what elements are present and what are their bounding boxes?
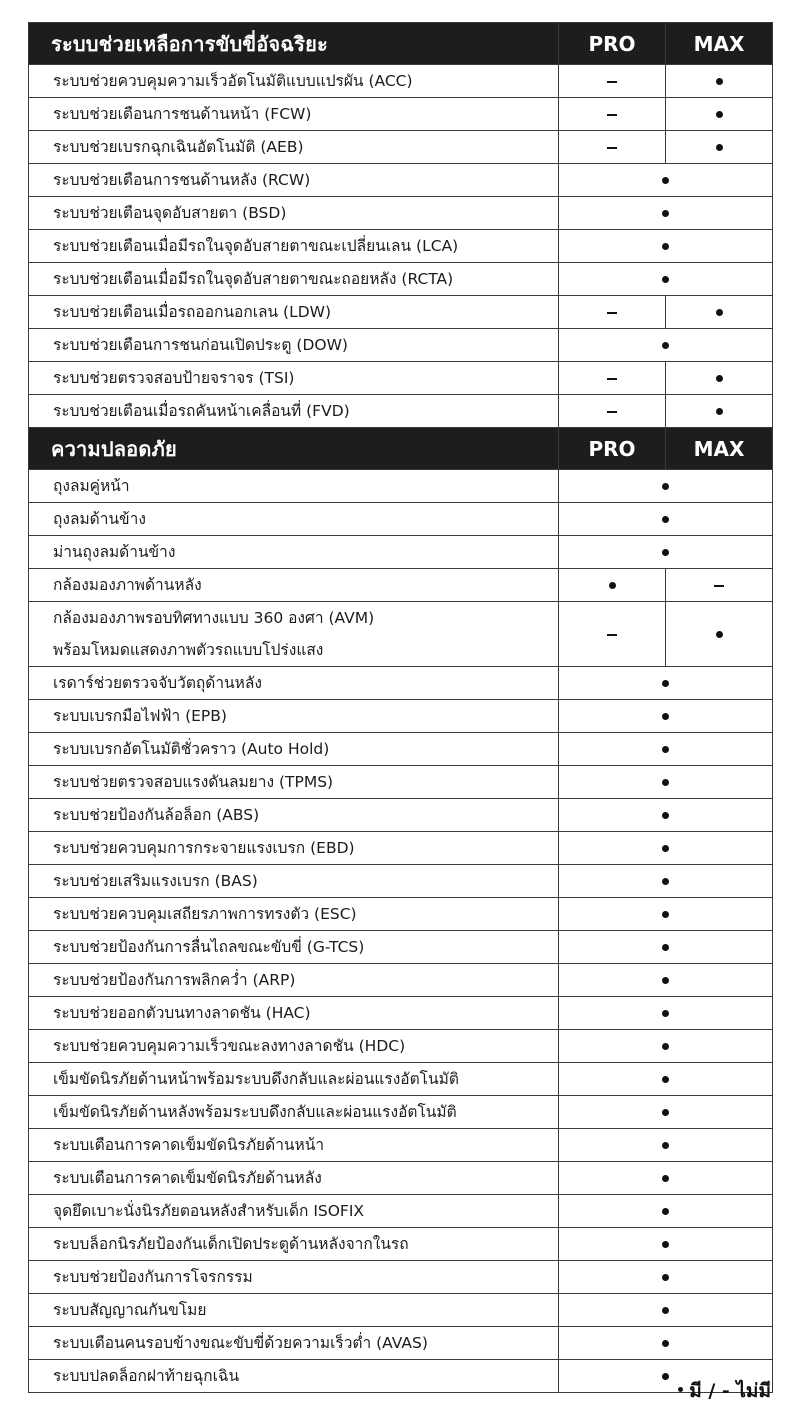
availability-max (666, 65, 773, 98)
availability-both (559, 1030, 773, 1063)
feature-label-line: ระบบช่วยเตือนเมื่อรถคันหน้าเคลื่อนที่ (FVD) (53, 402, 350, 420)
feature-label (29, 1195, 559, 1228)
availability-pro (559, 131, 666, 164)
availability-both (559, 997, 773, 1030)
table-row (29, 230, 773, 263)
dot-icon (662, 845, 669, 852)
section-header (29, 23, 773, 65)
feature-label (29, 667, 559, 700)
table-row (29, 395, 773, 428)
feature-label-line: ระบบช่วยเตือนการชนด้านหลัง (RCW) (53, 171, 311, 189)
feature-label-line: ระบบล็อกนิรภัยป้องกันเด็กเปิดประตูด้านหลังจากในรถ (53, 1235, 409, 1253)
availability-both (559, 667, 773, 700)
availability-max (666, 131, 773, 164)
feature-label (29, 1063, 559, 1096)
feature-label (29, 230, 559, 263)
dot-icon (662, 1142, 669, 1149)
dash-icon (607, 378, 617, 380)
table-row (29, 197, 773, 230)
feature-label (29, 131, 559, 164)
availability-both (559, 1228, 773, 1261)
section-header (29, 428, 773, 470)
table-row (29, 832, 773, 865)
feature-label-line: ระบบช่วยเตือนเมื่อรถออกนอกเลน (LDW) (53, 303, 332, 321)
dot-icon (662, 177, 669, 184)
section-title: ระบบช่วยเหลือการขับขี่อัจฉริยะ (29, 23, 559, 65)
table-row (29, 898, 773, 931)
feature-label-line: ระบบช่วยตรวจสอบแรงดันลมยาง (TPMS) (53, 773, 334, 791)
availability-max (666, 569, 773, 602)
dot-icon (716, 111, 723, 118)
availability-max (666, 98, 773, 131)
availability-both (559, 470, 773, 503)
dash-icon (607, 634, 617, 636)
availability-pro (559, 569, 666, 602)
feature-label-line: กล้องมองภาพรอบทิศทางแบบ 360 องศา (AVM) (53, 609, 375, 627)
dot-icon (716, 408, 723, 415)
column-header-pro: PRO (559, 23, 666, 65)
feature-label-line: ระบบปลดล็อกฝาท้ายฉุกเฉิน (53, 1367, 240, 1385)
feature-label (29, 1228, 559, 1261)
feature-label-line: ระบบเบรกมือไฟฟ้า (EPB) (53, 707, 227, 725)
availability-both (559, 230, 773, 263)
feature-label (29, 799, 559, 832)
feature-label (29, 1360, 559, 1393)
dot-icon (662, 713, 669, 720)
availability-both (559, 536, 773, 569)
availability-pro (559, 362, 666, 395)
table-row (29, 1096, 773, 1129)
table-row (29, 1327, 773, 1360)
availability-both (559, 799, 773, 832)
dot-icon (662, 944, 669, 951)
feature-label-line: ม่านถุงลมด้านข้าง (53, 543, 176, 561)
availability-both (559, 503, 773, 536)
feature-label-line: ระบบช่วยเสริมแรงเบรก (BAS) (53, 872, 258, 890)
availability-both (559, 1294, 773, 1327)
dot-icon (662, 680, 669, 687)
dot-icon (662, 1043, 669, 1050)
dot-icon (662, 516, 669, 523)
table-row (29, 1129, 773, 1162)
section-title: ความปลอดภัย (29, 428, 559, 470)
dot-icon (662, 549, 669, 556)
feature-label-line: ระบบช่วยตรวจสอบป้ายจราจร (TSI) (53, 369, 295, 387)
table-row (29, 164, 773, 197)
availability-pro (559, 98, 666, 131)
availability-pro (559, 65, 666, 98)
legend (678, 1376, 771, 1406)
dot-icon (662, 483, 669, 490)
table-row (29, 131, 773, 164)
feature-label (29, 296, 559, 329)
availability-both (559, 700, 773, 733)
dash-icon (714, 585, 724, 587)
availability-max (666, 296, 773, 329)
dash-icon (607, 312, 617, 314)
feature-label (29, 395, 559, 428)
feature-label-line: ระบบเตือนคนรอบข้างขณะขับขี่ด้วยความเร็วต่ำ (AVAS) (53, 1334, 428, 1352)
table-row (29, 470, 773, 503)
availability-both (559, 164, 773, 197)
feature-label-line: ระบบช่วยออกตัวบนทางลาดชัน (HAC) (53, 1004, 311, 1022)
feature-label (29, 1030, 559, 1063)
availability-both (559, 832, 773, 865)
dot-icon (662, 1076, 669, 1083)
feature-label (29, 1096, 559, 1129)
feature-label-line: กล้องมองภาพด้านหลัง (53, 576, 202, 594)
dot-icon (716, 631, 723, 638)
availability-both (559, 329, 773, 362)
feature-label (29, 503, 559, 536)
feature-label (29, 569, 559, 602)
table-row (29, 766, 773, 799)
table-row (29, 1030, 773, 1063)
table-row (29, 667, 773, 700)
feature-label (29, 832, 559, 865)
dot-icon (662, 1340, 669, 1347)
dot-icon (662, 878, 669, 885)
feature-label (29, 1327, 559, 1360)
table-row (29, 65, 773, 98)
feature-label-line: จุดยึดเบาะนั่งนิรภัยตอนหลังสำหรับเด็ก ISOFIX (53, 1202, 365, 1220)
availability-both (559, 1162, 773, 1195)
dot-icon (662, 210, 669, 217)
availability-both (559, 865, 773, 898)
table-row (29, 799, 773, 832)
feature-label-line: ระบบสัญญาณกันขโมย (53, 1301, 207, 1319)
feature-label (29, 98, 559, 131)
feature-label (29, 733, 559, 766)
availability-both (559, 263, 773, 296)
dot-icon (662, 1010, 669, 1017)
availability-both (559, 1129, 773, 1162)
availability-both (559, 1261, 773, 1294)
feature-label-line: ระบบช่วยป้องกันการพลิกคว่ำ (ARP) (53, 971, 296, 989)
availability-both (559, 964, 773, 997)
feature-label-line: ระบบช่วยเตือนเมื่อมีรถในจุดอับสายตาขณะถอยหลัง (RCTA) (53, 270, 454, 288)
legend-text: มี / - ไม่มี (689, 1380, 771, 1402)
feature-label-line: เข็มขัดนิรภัยด้านหน้าพร้อมระบบดึงกลับและผ่อนแรงอัตโนมัติ (53, 1070, 459, 1088)
dot-icon (716, 78, 723, 85)
feature-label-line: ระบบเบรกอัตโนมัติชั่วคราว (Auto Hold) (53, 740, 330, 758)
table-row (29, 1261, 773, 1294)
feature-label-line: ระบบช่วยควบคุมการกระจายแรงเบรก (EBD) (53, 839, 355, 857)
dot-icon (662, 977, 669, 984)
dot-icon (662, 1373, 669, 1380)
availability-both (559, 1063, 773, 1096)
table-row (29, 329, 773, 362)
availability-both (559, 197, 773, 230)
feature-label (29, 700, 559, 733)
dot-icon (662, 1241, 669, 1248)
column-header-max: MAX (666, 23, 773, 65)
feature-label-line: ระบบช่วยเบรกฉุกเฉินอัตโนมัติ (AEB) (53, 138, 304, 156)
feature-label-line: พร้อมโหมดแสดงภาพตัวรถแบบโปร่งแสง (53, 641, 324, 659)
availability-pro (559, 296, 666, 329)
feature-label (29, 1129, 559, 1162)
table-row (29, 503, 773, 536)
table-row (29, 964, 773, 997)
table-row (29, 700, 773, 733)
dot-icon (662, 779, 669, 786)
availability-pro (559, 395, 666, 428)
table-row (29, 569, 773, 602)
table-row (29, 263, 773, 296)
dot-icon (662, 746, 669, 753)
table-row (29, 1360, 773, 1393)
feature-label (29, 470, 559, 503)
feature-label (29, 602, 559, 667)
feature-label-line: ถุงลมด้านข้าง (53, 510, 146, 528)
dot-icon (662, 276, 669, 283)
table-row (29, 296, 773, 329)
feature-label-line: ระบบเตือนการคาดเข็มขัดนิรภัยด้านหน้า (53, 1136, 325, 1154)
availability-both (559, 898, 773, 931)
feature-label (29, 164, 559, 197)
dash-icon (607, 147, 617, 149)
feature-label-line: ระบบช่วยควบคุมความเร็วขณะลงทางลาดชัน (HDC) (53, 1037, 406, 1055)
dot-icon (662, 911, 669, 918)
table-row (29, 1228, 773, 1261)
feature-label (29, 329, 559, 362)
table-row (29, 997, 773, 1030)
availability-both (559, 1096, 773, 1129)
dot-icon (662, 243, 669, 250)
feature-label-line: ระบบช่วยควบคุมความเร็วอัตโนมัติแบบแปรผัน (ACC) (53, 72, 413, 90)
feature-label-line: ระบบช่วยเตือนการชนก่อนเปิดประตู (DOW) (53, 336, 348, 354)
feature-label (29, 865, 559, 898)
availability-both (559, 766, 773, 799)
dot-icon (662, 812, 669, 819)
dot-icon (609, 582, 616, 589)
feature-label-line: ระบบช่วยเตือนเมื่อมีรถในจุดอับสายตาขณะเปลี่ยนเลน (LCA) (53, 237, 459, 255)
availability-max (666, 395, 773, 428)
table-row (29, 733, 773, 766)
feature-label-line: ระบบช่วยป้องกันล้อล็อก (ABS) (53, 806, 260, 824)
feature-label (29, 1261, 559, 1294)
feature-label-line: ระบบช่วยป้องกันการลื่นไถลขณะขับขี่ (G-TCS) (53, 938, 365, 956)
dot-icon (662, 342, 669, 349)
feature-label-line: เรดาร์ช่วยตรวจจับวัตถุด้านหลัง (53, 674, 262, 692)
column-header-max: MAX (666, 428, 773, 470)
table-row (29, 98, 773, 131)
feature-label (29, 65, 559, 98)
feature-label-line: ระบบเตือนการคาดเข็มขัดนิรภัยด้านหลัง (53, 1169, 322, 1187)
feature-label (29, 964, 559, 997)
table-row (29, 865, 773, 898)
feature-label (29, 766, 559, 799)
dot-icon (662, 1307, 669, 1314)
dot-icon (662, 1175, 669, 1182)
table-row (29, 362, 773, 395)
availability-both (559, 733, 773, 766)
feature-label (29, 362, 559, 395)
feature-label (29, 898, 559, 931)
feature-label (29, 997, 559, 1030)
dot-icon (716, 309, 723, 316)
feature-label (29, 263, 559, 296)
table-row (29, 1294, 773, 1327)
table-row (29, 931, 773, 964)
dash-icon (607, 81, 617, 83)
feature-label-line: เข็มขัดนิรภัยด้านหลังพร้อมระบบดึงกลับและผ่อนแรงอัตโนมัติ (53, 1103, 457, 1121)
feature-label-line: ระบบช่วยป้องกันการโจรกรรม (53, 1268, 253, 1286)
availability-both (559, 1195, 773, 1228)
availability-max (666, 362, 773, 395)
feature-label (29, 536, 559, 569)
dot-icon (662, 1109, 669, 1116)
table-row (29, 1063, 773, 1096)
feature-label (29, 1294, 559, 1327)
availability-both (559, 931, 773, 964)
table-row (29, 536, 773, 569)
table-row (29, 1162, 773, 1195)
feature-label-line: ระบบช่วยควบคุมเสถียรภาพการทรงตัว (ESC) (53, 905, 357, 923)
feature-label (29, 1162, 559, 1195)
column-header-pro: PRO (559, 428, 666, 470)
dot-icon (662, 1274, 669, 1281)
table-row (29, 1195, 773, 1228)
dot-icon (716, 375, 723, 382)
availability-pro (559, 602, 666, 667)
dash-icon (607, 411, 617, 413)
availability-max (666, 602, 773, 667)
dash-icon (607, 114, 617, 116)
dot-icon (662, 1208, 669, 1215)
feature-label (29, 197, 559, 230)
dot-icon (716, 144, 723, 151)
availability-both (559, 1327, 773, 1360)
feature-label-line: ระบบช่วยเตือนจุดอับสายตา (BSD) (53, 204, 287, 222)
dot-icon (678, 1387, 683, 1392)
feature-label-line: ระบบช่วยเตือนการชนด้านหน้า (FCW) (53, 105, 312, 123)
table-row (29, 602, 773, 667)
feature-label-line: ถุงลมคู่หน้า (53, 477, 130, 495)
feature-label (29, 931, 559, 964)
spec-table (28, 22, 773, 1393)
